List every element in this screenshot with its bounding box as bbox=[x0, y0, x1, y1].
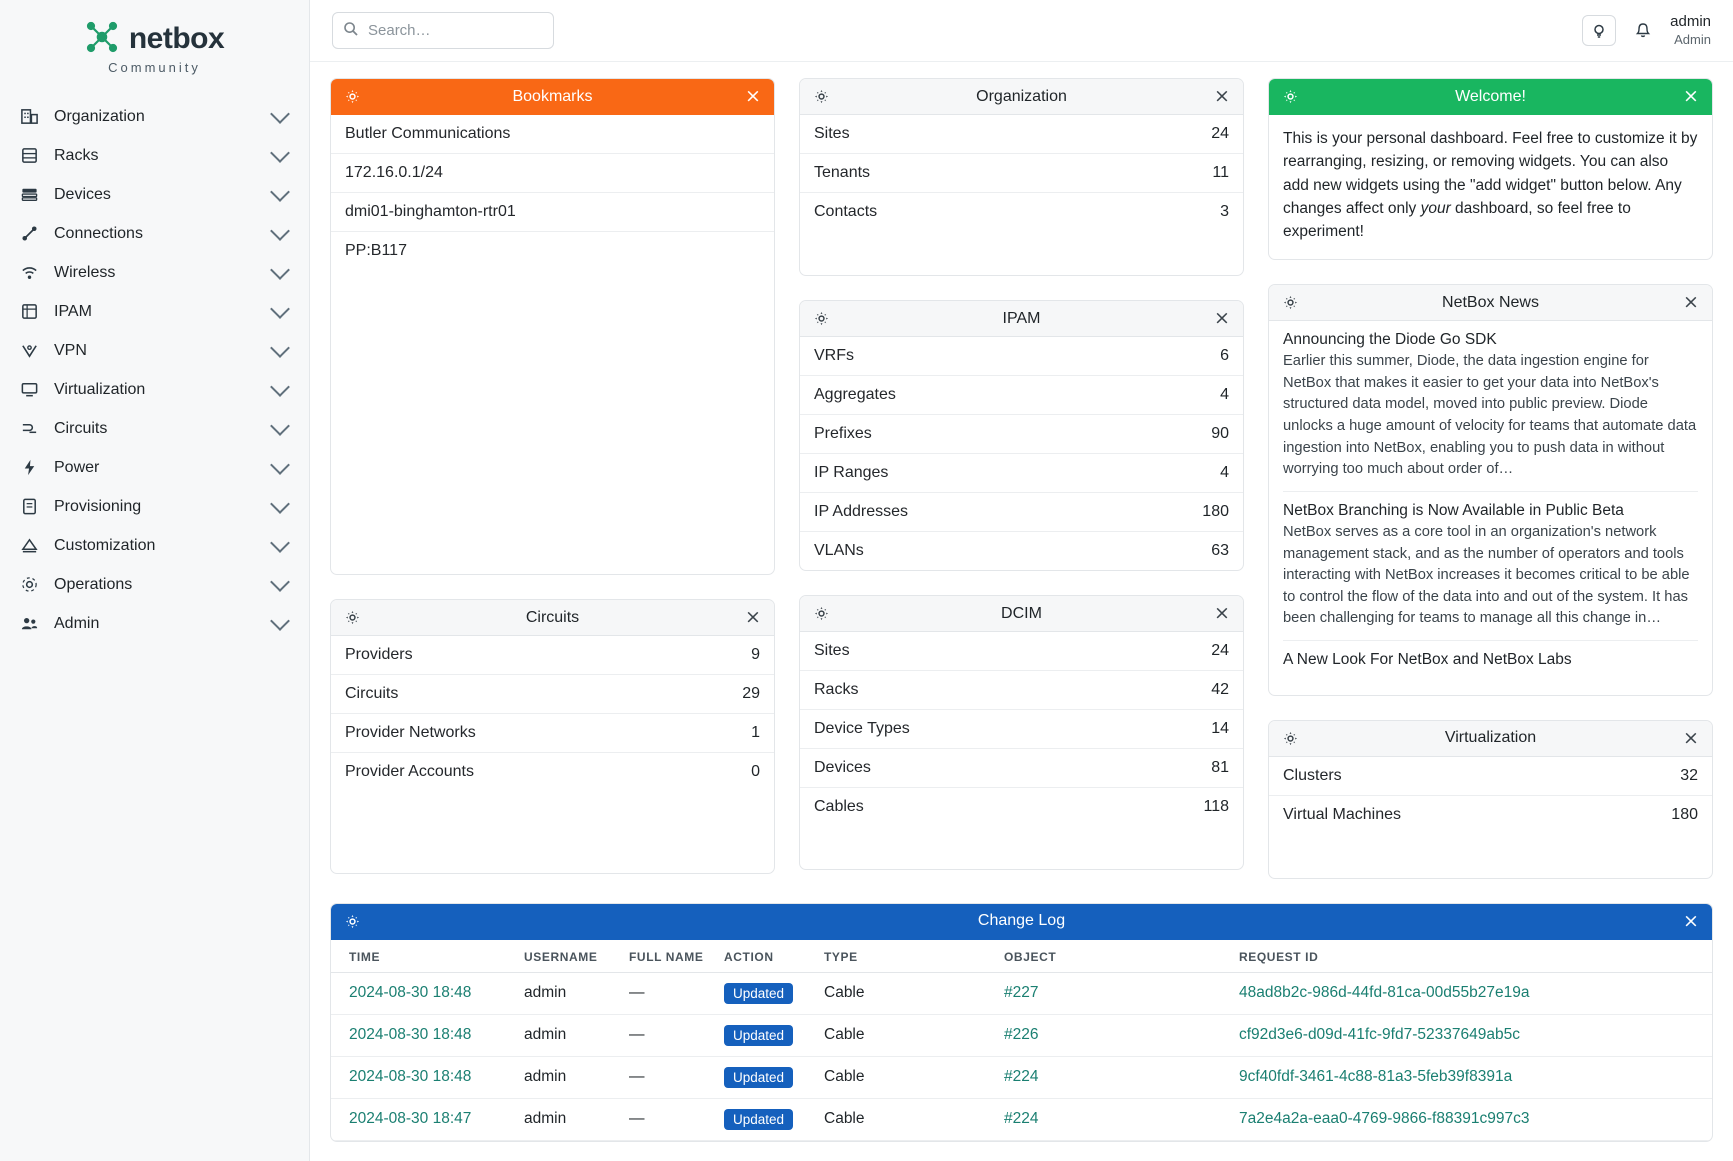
widget-header bbox=[331, 904, 1712, 940]
gear-icon[interactable] bbox=[1281, 294, 1299, 312]
dashboard-column-2 bbox=[799, 78, 1244, 870]
stat-row[interactable] bbox=[800, 415, 1243, 454]
stat-label: Racks bbox=[814, 681, 859, 698]
cell-username: admin bbox=[516, 1098, 621, 1140]
stat-label: VLANs bbox=[814, 542, 864, 559]
widget-body bbox=[331, 636, 774, 791]
sidebar-item-label: Circuits bbox=[54, 419, 108, 437]
cell-action bbox=[716, 1014, 816, 1056]
table-row[interactable] bbox=[331, 972, 1712, 1014]
chevron-down-icon bbox=[270, 143, 290, 163]
stat-row[interactable] bbox=[800, 788, 1243, 826]
table-row[interactable] bbox=[331, 1056, 1712, 1098]
widget-header bbox=[800, 301, 1243, 337]
stat-label: VRFs bbox=[814, 347, 854, 364]
status-badge: Updated bbox=[724, 983, 793, 1004]
stat-label: Device Types bbox=[814, 720, 910, 737]
dashboard-columns bbox=[330, 78, 1713, 879]
widget-ipam bbox=[799, 300, 1244, 571]
widget-title: Organization bbox=[976, 87, 1067, 105]
gear-icon[interactable] bbox=[812, 605, 830, 623]
cell-type: Cable bbox=[816, 1056, 996, 1098]
stat-value: 180 bbox=[1671, 805, 1698, 823]
cell-request-id[interactable]: 7a2e4a2a-eaa0-4769-9866-f88391c997c3 bbox=[1231, 1098, 1712, 1140]
stat-value: 24 bbox=[1211, 642, 1229, 659]
customization-icon bbox=[18, 535, 40, 557]
chevron-down-icon bbox=[270, 260, 290, 280]
widget-header bbox=[1269, 285, 1712, 321]
gear-icon[interactable] bbox=[343, 88, 361, 106]
widget-title: IPAM bbox=[1002, 309, 1041, 327]
stat-label: Aggregates bbox=[814, 386, 896, 403]
widget-virtualization bbox=[1268, 720, 1713, 879]
gear-icon[interactable] bbox=[812, 88, 830, 106]
stat-row[interactable] bbox=[1269, 757, 1712, 796]
stat-value: 14 bbox=[1211, 720, 1229, 737]
sidebar-item-label: VPN bbox=[54, 341, 87, 359]
cell-action bbox=[716, 1056, 816, 1098]
devices-icon bbox=[18, 184, 40, 206]
dashboard-column-1 bbox=[330, 78, 775, 874]
wireless-icon bbox=[18, 262, 40, 284]
racks-icon bbox=[18, 145, 40, 167]
stat-value: 63 bbox=[1211, 542, 1229, 559]
welcome-text-part1: This is your personal dashboard. Feel free to customize it by rearranging, resizing, or removing widgets. You can also add new widgets using the "add widget" button below. Any changes affect only bbox=[1283, 130, 1698, 217]
widget-body bbox=[331, 940, 1712, 1141]
sidebar-item-admin[interactable] bbox=[0, 604, 309, 643]
brand-name: netbox bbox=[128, 22, 225, 55]
stat-row[interactable] bbox=[800, 337, 1243, 376]
gear-icon[interactable] bbox=[812, 310, 830, 328]
cell-fullname: — bbox=[621, 972, 716, 1014]
table-row[interactable] bbox=[331, 1014, 1712, 1056]
cell-time[interactable]: 2024-08-30 18:47 bbox=[331, 1098, 516, 1140]
widget-circuits bbox=[330, 599, 775, 874]
circuits-icon bbox=[18, 418, 40, 440]
brand-subtitle: Community bbox=[108, 60, 201, 75]
stat-label: Prefixes bbox=[814, 425, 872, 442]
widget-header bbox=[1269, 79, 1712, 115]
sidebar-item-operations[interactable] bbox=[0, 565, 309, 604]
close-icon[interactable]: × bbox=[1214, 85, 1230, 107]
news-text: NetBox serves as a core tool in an organization's network management stack, and as the number of operators and tools interacting with NetBox increases it becomes critical to be able to control the flow of the data into and out of the system. It has been challenging for teams to manage all this change in… bbox=[1283, 523, 1690, 627]
chevron-down-icon bbox=[270, 533, 290, 553]
stat-value: 118 bbox=[1203, 798, 1229, 815]
widget-title: Bookmarks bbox=[512, 87, 593, 105]
search-icon bbox=[343, 21, 359, 41]
sidebar-item-ipam[interactable] bbox=[0, 292, 309, 331]
cell-username: admin bbox=[516, 1056, 621, 1098]
stat-label: Provider Networks bbox=[345, 724, 476, 741]
stat-label: Cables bbox=[814, 798, 864, 815]
stat-value: 90 bbox=[1211, 425, 1229, 442]
news-title: NetBox Branching is Now Available in Public Beta bbox=[1283, 501, 1624, 519]
widget-header bbox=[800, 79, 1243, 115]
stat-label: IP Addresses bbox=[814, 503, 908, 520]
widget-dcim bbox=[799, 595, 1244, 870]
stat-label: Sites bbox=[814, 642, 850, 659]
close-icon[interactable]: × bbox=[1683, 726, 1699, 749]
chevron-down-icon bbox=[270, 494, 290, 514]
stat-value: 6 bbox=[1220, 347, 1229, 364]
column-header-fullname[interactable]: FULL NAME bbox=[621, 940, 716, 973]
sidebar-item-virtualization[interactable] bbox=[0, 370, 309, 409]
stat-row[interactable] bbox=[800, 710, 1243, 749]
sidebar-item-label: IPAM bbox=[54, 302, 92, 320]
chevron-down-icon bbox=[270, 299, 290, 319]
stat-label: Sites bbox=[814, 125, 850, 142]
stat-label: Tenants bbox=[814, 164, 871, 181]
stat-label: Contacts bbox=[814, 203, 878, 220]
widget-title: Virtualization bbox=[1444, 729, 1537, 747]
cell-time[interactable]: 2024-08-30 18:48 bbox=[331, 972, 516, 1014]
provisioning-icon bbox=[18, 496, 40, 518]
chevron-down-icon bbox=[270, 338, 290, 358]
close-icon[interactable]: × bbox=[745, 85, 761, 107]
stat-row[interactable] bbox=[800, 154, 1243, 193]
widget-title: DCIM bbox=[1001, 604, 1042, 622]
ipam-icon bbox=[18, 301, 40, 323]
stat-row[interactable] bbox=[800, 454, 1243, 493]
top-bar-right bbox=[1582, 13, 1711, 48]
stat-row[interactable] bbox=[800, 115, 1243, 154]
sidebar-item-label: Organization bbox=[54, 107, 145, 125]
close-icon[interactable]: × bbox=[1683, 85, 1699, 107]
cell-action bbox=[716, 1098, 816, 1140]
widget-body bbox=[1269, 321, 1712, 695]
gear-icon[interactable] bbox=[1281, 729, 1299, 747]
chevron-down-icon bbox=[270, 221, 290, 241]
widget-header bbox=[331, 79, 774, 115]
chevron-down-icon bbox=[270, 182, 290, 202]
connections-icon bbox=[18, 223, 40, 245]
stat-row[interactable] bbox=[800, 632, 1243, 671]
widget-title: NetBox News bbox=[1442, 293, 1539, 311]
stat-label: Clusters bbox=[1283, 766, 1342, 784]
column-header-type[interactable]: TYPE bbox=[816, 940, 996, 973]
chevron-down-icon bbox=[270, 455, 290, 475]
change-log-table bbox=[331, 940, 1712, 1141]
chevron-down-icon bbox=[270, 416, 290, 436]
stat-value: 32 bbox=[1680, 766, 1698, 784]
cell-username: admin bbox=[516, 972, 621, 1014]
stat-value: 24 bbox=[1211, 125, 1229, 142]
list-item[interactable]: dmi01-binghamton-rtr01 bbox=[331, 193, 774, 232]
close-icon[interactable]: × bbox=[1683, 909, 1699, 932]
gear-icon[interactable] bbox=[343, 912, 361, 930]
status-badge: Updated bbox=[724, 1067, 793, 1088]
stat-row[interactable] bbox=[331, 636, 774, 675]
chevron-down-icon bbox=[270, 104, 290, 124]
column-header-request-id[interactable]: REQUEST ID bbox=[1231, 940, 1712, 973]
widget-netbox-news bbox=[1268, 284, 1713, 696]
admin-icon bbox=[18, 613, 40, 635]
stat-row[interactable] bbox=[331, 753, 774, 791]
column-header-username[interactable]: USERNAME bbox=[516, 940, 621, 973]
cell-request-id[interactable]: 48ad8b2c-986d-44fd-81ca-00d55b27e19a bbox=[1231, 972, 1712, 1014]
column-header-time[interactable]: TIME bbox=[331, 940, 516, 973]
cell-request-id[interactable]: 9cf40fdf-3461-4c88-81a3-5feb39f8391a bbox=[1231, 1056, 1712, 1098]
widget-body bbox=[1269, 115, 1712, 259]
widget-header bbox=[331, 600, 774, 636]
status-badge: Updated bbox=[724, 1109, 793, 1130]
close-icon[interactable]: × bbox=[1214, 307, 1230, 329]
cell-fullname: — bbox=[621, 1056, 716, 1098]
organization-icon bbox=[18, 106, 40, 128]
sidebar-item-circuits[interactable] bbox=[0, 409, 309, 448]
virtualization-icon bbox=[18, 379, 40, 401]
widget-welcome bbox=[1268, 78, 1713, 260]
list-item[interactable]: PP:B117 bbox=[345, 242, 407, 259]
cell-time[interactable]: 2024-08-30 18:48 bbox=[331, 1056, 516, 1098]
stat-row[interactable] bbox=[1269, 796, 1712, 834]
news-item[interactable] bbox=[1283, 651, 1698, 681]
close-icon[interactable]: × bbox=[1214, 602, 1230, 624]
welcome-text-emphasis: your bbox=[1420, 199, 1451, 217]
search-box[interactable] bbox=[332, 12, 554, 49]
stat-label: Providers bbox=[345, 646, 413, 663]
table-header-row bbox=[331, 940, 1712, 973]
stat-value: 4 bbox=[1220, 464, 1229, 481]
theme-toggle-button[interactable] bbox=[1582, 15, 1616, 46]
main-area bbox=[310, 0, 1733, 1161]
sidebar-item-power[interactable] bbox=[0, 448, 309, 487]
vpn-icon bbox=[18, 340, 40, 362]
sidebar-item-label: Operations bbox=[54, 575, 133, 593]
cell-time[interactable]: 2024-08-30 18:48 bbox=[331, 1014, 516, 1056]
stat-row[interactable] bbox=[800, 532, 1243, 570]
operations-icon bbox=[18, 574, 40, 596]
close-icon[interactable]: × bbox=[745, 606, 761, 628]
sidebar-item-label: Admin bbox=[54, 614, 100, 632]
news-item[interactable] bbox=[1283, 331, 1698, 492]
cell-fullname: — bbox=[621, 1098, 716, 1140]
chevron-down-icon bbox=[270, 377, 290, 397]
cell-request-id[interactable]: cf92d3e6-d09d-41fc-9fd7-52337649ab5c bbox=[1231, 1014, 1712, 1056]
widget-header bbox=[800, 596, 1243, 632]
stat-label: Circuits bbox=[345, 685, 399, 702]
stat-row[interactable] bbox=[800, 749, 1243, 788]
status-badge: Updated bbox=[724, 1025, 793, 1046]
sidebar-item-wireless[interactable] bbox=[0, 253, 309, 292]
widget-body bbox=[800, 337, 1243, 570]
sidebar-item-racks[interactable] bbox=[0, 136, 309, 175]
cell-action bbox=[716, 972, 816, 1014]
sidebar-item-label: Provisioning bbox=[54, 497, 142, 515]
sidebar-item-label: Wireless bbox=[54, 263, 116, 281]
sidebar bbox=[0, 0, 310, 1161]
stat-row[interactable] bbox=[331, 714, 774, 753]
stat-label: Devices bbox=[814, 759, 871, 776]
stat-row[interactable] bbox=[331, 675, 774, 714]
widget-organization bbox=[799, 78, 1244, 276]
user-menu[interactable] bbox=[1670, 13, 1711, 48]
netbox-logo-icon bbox=[85, 20, 119, 58]
widget-title: Change Log bbox=[977, 912, 1066, 930]
stat-row[interactable] bbox=[800, 376, 1243, 415]
notifications-button[interactable] bbox=[1634, 22, 1652, 40]
list-item[interactable]: 172.16.0.1/24 bbox=[331, 154, 774, 193]
cell-type: Cable bbox=[816, 972, 996, 1014]
news-title: A New Look For NetBox and NetBox Labs bbox=[1283, 650, 1572, 668]
stat-label: IP Ranges bbox=[814, 464, 889, 481]
sidebar-item-devices[interactable] bbox=[0, 175, 309, 214]
sidebar-item-vpn[interactable] bbox=[0, 331, 309, 370]
widget-body bbox=[800, 632, 1243, 826]
stat-value: 11 bbox=[1212, 164, 1229, 181]
sidebar-item-label: Virtualization bbox=[54, 380, 146, 398]
widget-bookmarks bbox=[330, 78, 775, 575]
gear-icon[interactable] bbox=[343, 609, 361, 627]
sidebar-item-organization[interactable] bbox=[0, 97, 309, 136]
search-input[interactable] bbox=[368, 22, 543, 39]
stat-row[interactable] bbox=[800, 671, 1243, 710]
cell-type: Cable bbox=[816, 1014, 996, 1056]
chevron-down-icon bbox=[270, 611, 290, 631]
sidebar-item-customization[interactable] bbox=[0, 526, 309, 565]
welcome-text-part2: dashboard, so feel free to experiment! bbox=[1283, 199, 1631, 240]
user-name: admin bbox=[1670, 13, 1711, 30]
cell-type: Cable bbox=[816, 1098, 996, 1140]
brand-logo[interactable] bbox=[0, 10, 309, 97]
stat-value: 180 bbox=[1202, 503, 1229, 520]
widget-change-log bbox=[330, 903, 1713, 1142]
stat-value: 4 bbox=[1220, 386, 1229, 403]
sidebar-item-label: Connections bbox=[54, 224, 143, 242]
column-header-object[interactable]: OBJECT bbox=[996, 940, 1231, 973]
news-title: Announcing the Diode Go SDK bbox=[1283, 331, 1497, 349]
dashboard-column-3 bbox=[1268, 78, 1713, 879]
sidebar-item-connections[interactable] bbox=[0, 214, 309, 253]
widget-title: Welcome! bbox=[1455, 87, 1526, 105]
widget-body bbox=[1269, 757, 1712, 878]
top-bar bbox=[310, 0, 1733, 62]
widget-body bbox=[800, 115, 1243, 275]
stat-label: Provider Accounts bbox=[345, 763, 474, 780]
dashboard bbox=[310, 62, 1733, 1161]
stat-value: 42 bbox=[1211, 681, 1229, 698]
sidebar-item-label: Customization bbox=[54, 536, 156, 554]
stat-value: 29 bbox=[742, 685, 760, 702]
news-text: Earlier this summer, Diode, the data ingestion engine for NetBox that makes it easier to get your data into NetBox's structured data model, moved into public preview. Diode unlocks a huge amount of velocity for teams that automate data ingestion into NetBox, enabling you to push data in without worrying too much about order of… bbox=[1283, 353, 1697, 478]
stat-label: Virtual Machines bbox=[1283, 805, 1401, 823]
table-row[interactable] bbox=[331, 1098, 1712, 1140]
stat-value: 3 bbox=[1220, 203, 1229, 220]
column-header-action[interactable]: ACTION bbox=[716, 940, 816, 973]
sidebar-item-provisioning[interactable] bbox=[0, 487, 309, 526]
stat-row[interactable] bbox=[800, 193, 1243, 231]
cell-object[interactable]: #224 bbox=[996, 1056, 1231, 1098]
gear-icon[interactable] bbox=[1281, 88, 1299, 106]
sidebar-item-label: Devices bbox=[54, 185, 111, 203]
stat-value: 1 bbox=[751, 724, 760, 741]
power-icon bbox=[18, 457, 40, 479]
close-icon[interactable]: × bbox=[1683, 291, 1699, 314]
cell-username: admin bbox=[516, 1014, 621, 1056]
stat-value: 9 bbox=[751, 646, 760, 663]
cell-fullname: — bbox=[621, 1014, 716, 1056]
widget-body bbox=[331, 115, 774, 270]
list-item[interactable]: Butler Communications bbox=[331, 115, 774, 154]
widget-header bbox=[1269, 721, 1712, 757]
sidebar-item-label: Racks bbox=[54, 146, 99, 164]
news-item[interactable] bbox=[1283, 502, 1698, 641]
cell-object[interactable]: #227 bbox=[996, 972, 1231, 1014]
stat-value: 81 bbox=[1211, 759, 1229, 776]
stat-row[interactable] bbox=[800, 493, 1243, 532]
cell-object[interactable]: #224 bbox=[996, 1098, 1231, 1140]
user-role: Admin bbox=[1674, 31, 1711, 47]
widget-title: Circuits bbox=[525, 608, 580, 626]
chevron-down-icon bbox=[270, 572, 290, 592]
cell-object[interactable]: #226 bbox=[996, 1014, 1231, 1056]
sidebar-item-label: Power bbox=[54, 458, 100, 476]
stat-value: 0 bbox=[751, 763, 760, 780]
